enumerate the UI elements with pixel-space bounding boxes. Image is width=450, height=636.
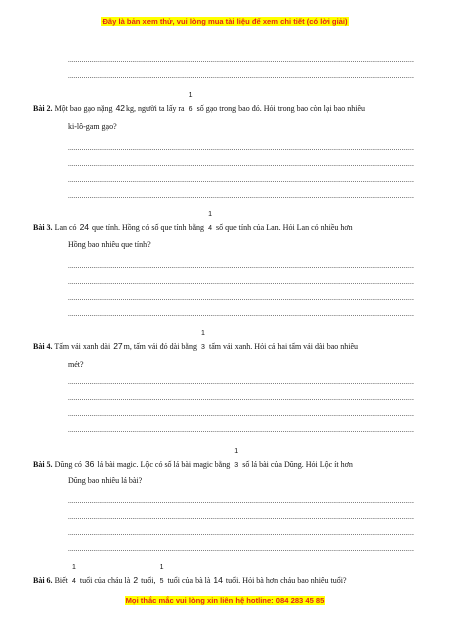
number: 2 [133,575,139,585]
problem-2: Bài 2. Một bao gạo nặng 42kg, người ta lấy ra 1 6 số gạo trong bao đó. Hỏi trong bao còn lại bao nhiêu [33,92,366,113]
answer-line [68,410,414,419]
problem-label: Bài 2. [33,104,53,113]
fraction: 1 6 [188,92,193,113]
number: 14 [213,575,223,585]
number: 36 [84,459,95,469]
answer-line [68,513,414,522]
problem-label: Bài 5. [33,460,53,469]
answer-line [68,144,414,153]
problem-label: Bài 4. [33,342,53,351]
answer-line [68,545,414,554]
fraction: 1 3 [234,448,239,469]
number: 24 [79,222,90,232]
preview-notice-banner [0,17,450,26]
answer-line [68,278,414,287]
answer-line [68,529,414,538]
answer-line [68,72,414,81]
problem-label: Bài 3. [33,223,53,232]
problem-label: Bài 6. [33,576,53,585]
answer-line [68,497,414,506]
answer-line [68,176,414,185]
number: 42 [115,103,126,113]
problem-3: Bài 3. Lan có 24 que tính. Hồng có số que tính bằng 1 4 số que tính của Lan. Hỏi Lan có nhiều hơn [33,211,353,232]
answer-line [68,160,414,169]
problem-4-line2: mét? [68,360,84,369]
fraction: 1 5 [159,564,164,585]
fraction: 1 4 [71,564,76,585]
problem-3-line2: Hồng bao nhiêu que tính? [68,240,151,249]
fraction: 1 4 [208,211,212,232]
problem-5-line2: Dũng bao nhiêu lá bài? [68,476,143,485]
answer-line [68,378,414,387]
answer-line [68,394,414,403]
answer-line [68,56,414,65]
problem-5: Bài 5. Dũng có 36 lá bài magic. Lộc có số lá bài magic bằng 1 3 số lá bài của Dũng. Hỏi Lộc ít hơn [33,448,353,469]
hotline-banner [0,596,450,605]
problem-6: Bài 6. Biết 1 4 tuổi của cháu là 2 tuổi, 1 5 tuổi của bà là 14 tuổi. Hỏi bà hơn cháu bao nhiêu tuổi? [33,564,347,585]
answer-line [68,192,414,201]
number: 27 [113,341,123,351]
answer-line [68,426,414,435]
answer-line [68,262,414,271]
answer-line [68,294,414,303]
preview-notice-text: Đây là bản xem thử, vui lòng mua tài liệu để xem chi tiết (có lời giải) [102,17,348,26]
fraction: 1 3 [201,330,205,351]
problem-2-line2: ki-lô-gam gạo? [68,122,117,131]
answer-line [68,310,414,319]
hotline-text: Mọi thắc mắc vui lòng xin liên hệ hotline: 084 283 45 85 [125,596,325,605]
problem-4: Bài 4. Tấm vải xanh dài 27m, tấm vải đỏ dài bằng 1 3 tấm vải xanh. Hỏi cả hai tấm vải dài bao nhiêu [33,330,359,351]
